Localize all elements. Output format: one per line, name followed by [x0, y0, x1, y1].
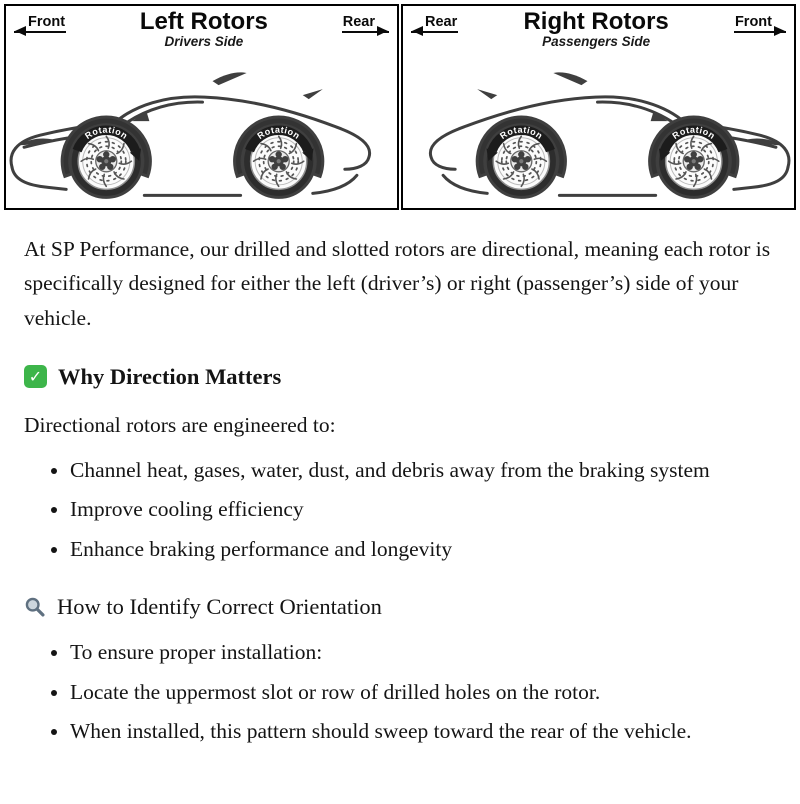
intro-paragraph: At SP Performance, our drilled and slotted rotors are directional, meaning each rotor is specifically designed for either the left (driver’s) or right (passenger’s) side of your vehicle. [24, 236, 771, 331]
direction-label: Rear [342, 14, 375, 30]
front-direction-arrow [14, 14, 66, 33]
section-heading-identify-orientation [24, 593, 776, 620]
list-item: • Locate the uppermost slot or row of drilled holes on the rotor. [70, 675, 770, 709]
section-heading-why-direction-matters [24, 363, 776, 390]
orientation-list [24, 635, 776, 748]
rotation-label: Rotation [82, 124, 130, 142]
section-title: Why Direction Matters [58, 364, 282, 390]
list-item: • Channel heat, gases, water, dust, and debris away from the braking system [70, 453, 770, 487]
rear-direction-arrow [411, 14, 458, 33]
right-rotors-panel [401, 4, 796, 210]
list-item: • When installed, this pattern should sweep toward the rear of the vehicle. [70, 714, 770, 748]
list-item: • Enhance braking performance and longevity [70, 532, 770, 566]
arrow-right-icon [377, 26, 388, 36]
list-item: • To ensure proper installation: [70, 635, 770, 669]
right-panel-header [403, 6, 794, 49]
panel-title: Left Rotors [139, 8, 268, 35]
left-panel-titles [66, 9, 342, 49]
article-body [0, 210, 800, 749]
right-panel-titles [458, 9, 734, 49]
rear-direction-arrow [342, 14, 389, 33]
direction-label: Rear [425, 14, 458, 30]
section-lead: Directional rotors are engineered to: [24, 413, 336, 438]
magnifier-icon [24, 596, 46, 618]
direction-label: Front [734, 14, 772, 30]
panel-subtitle: Drivers Side [164, 34, 244, 50]
left-panel-header [6, 6, 397, 49]
arrow-left-icon [412, 26, 423, 36]
front-direction-arrow [734, 14, 786, 33]
left-car-illustration [6, 49, 397, 207]
check-icon: ✓ [24, 365, 47, 388]
rotation-label: Rotation [498, 124, 545, 142]
direction-label: Front [28, 14, 66, 30]
panel-title: Right Rotors [523, 8, 669, 35]
rotation-label: Rotation [255, 124, 303, 142]
list-item: • Improve cooling efficiency [70, 492, 770, 526]
left-rotors-panel [4, 4, 399, 210]
arrow-right-icon [774, 26, 785, 36]
section-title: How to Identify Correct Orientation [57, 594, 382, 620]
rotation-label: Rotation [670, 124, 718, 142]
benefits-list [24, 453, 776, 566]
right-car-illustration [403, 49, 794, 207]
rotor-direction-diagram [4, 4, 796, 210]
arrow-left-icon [15, 26, 26, 36]
panel-subtitle: Passengers Side [542, 34, 651, 50]
